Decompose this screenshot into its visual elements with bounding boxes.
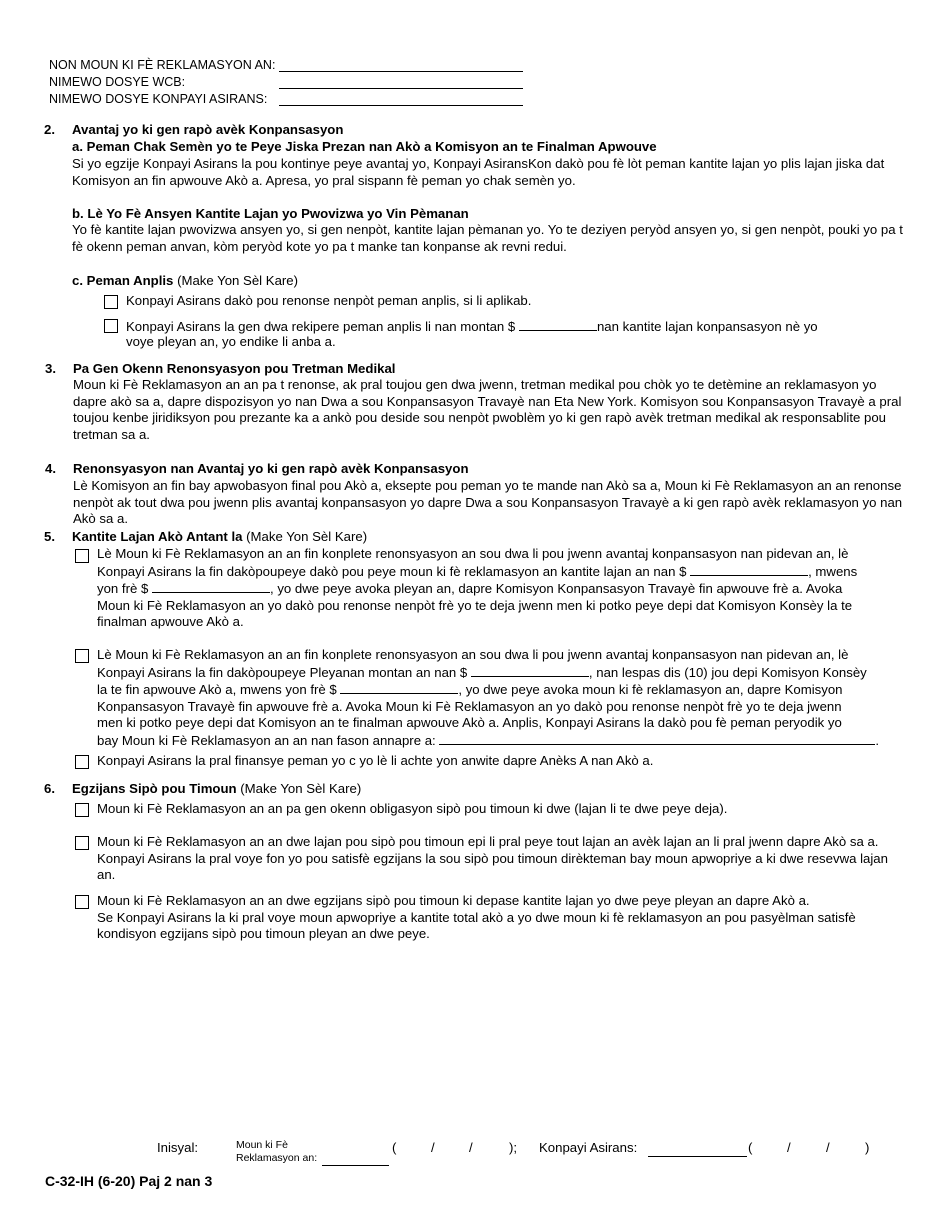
section-3-title: Pa Gen Okenn Renonsyasyon pou Tretman Medikal: [73, 361, 396, 376]
section-3-text: Moun ki Fè Reklamasyon an an pa t renonse, ak pral toujou gen dwa jwenn, tretman medikal pou chòk yo te detèmine an reklamasyon yo dapre akò sa a, dapre dispozisyon yo nan Dwa a sou Konpansasyon Travayè nan Eta New York. Komisyon sou Konpansasyon Travayè a pral toujou kenbe jiridiksyon pou prezante ka a ankò pou deside sou nenpòt pwoblèm yo ki gen rapò avèk tretman medikal ak responsablite pou tretman sa a.: [73, 377, 902, 442]
settlement-opt2-fee-field[interactable]: [340, 681, 458, 694]
initials-claimant-label-l2: Reklamasyon an:: [236, 1152, 318, 1164]
settlement-opt1-fee-field[interactable]: [152, 580, 270, 593]
section-5-number: 5.: [44, 529, 55, 544]
settlement-option-1-checkbox[interactable]: [75, 549, 89, 563]
child-support-none-text: Moun ki Fè Reklamasyon an an pa gen okenn obligasyon sipò pou timoun ki dwe (lajan li te dwe peye deja).: [97, 801, 728, 816]
section-4-text: Lè Komisyon an fin bay apwobasyon final pou Akò a, eksepte pou peman yo te mande nan Akò sa a, Moun ki Fè Reklamasyon an an renonse nenpòt ak tout dwa pou jwenn plis avantaj konpansasyon yo dapre Dwa a sou Konpansasyon Travayè a ki gen rapò avèk reklamasyon yo nan Akò sa a.: [73, 478, 903, 527]
overpayment-recover-line-1: [126, 318, 938, 336]
overpayment-recover-text-b: nan kantite lajan konpansasyon nè yo: [596, 319, 818, 334]
section-2b-text: Yo fè kantite lajan pwovizwa ansyen yo, si gen nenpòt, kantite lajan pèmanan yo. Yo te deziyen peryòd ansyen yo, si gen nenpòt, pouki yo pa t fè okenn peman anvan, kòm peryòd kote yo pa t manke tan konpanse ak revni redui.: [72, 222, 903, 254]
initials-label: Inisyal:: [157, 1140, 199, 1155]
section-6-hint: (Make Yon Sèl Kare): [240, 781, 362, 796]
section-2c-heading: [72, 273, 912, 290]
section-2a-title: a. Peman Chak Semèn yo te Peye Jiska Prezan nan Akò a Komisyon an te Finalman Apwouve: [72, 139, 657, 154]
settlement-option-3-checkbox[interactable]: [75, 755, 89, 769]
section-4-title: Renonsyasyon nan Avantaj yo ki gen rapò avèk Konpansasyon: [73, 461, 469, 476]
child-support-exceeds-checkbox[interactable]: [75, 895, 89, 909]
settlement-opt1-amount-field[interactable]: [690, 563, 808, 576]
child-support-exceeds-line-2: Se Konpayi Asirans la ki pral voye moun apwopriye a kantite total akò a yo dwe moun ki fè reklamasyon an pou pasyèlman satisfè kondisyon egzijans sipò pou timoun pleyan an dwe peye.: [97, 909, 856, 942]
child-support-exceeds-text: [97, 893, 909, 943]
section-2a-text: Si yo egzije Konpayi Asirans la pou kontinye peye avantaj yo, Konpayi AsiransKon dakò pou fè lòt peman kantite lajan yo plis lajan jiska dat Komisyon an fin apwouve Akò a. Apresa, yo pral sispann fè peman yo chak semèn yo.: [72, 156, 885, 188]
claimant-initials-field[interactable]: [322, 1165, 389, 1166]
form-id: C-32-IH (6-20) Paj 2 nan 3: [45, 1173, 213, 1189]
section-2-title: Avantaj yo ki gen rapò avèk Konpansasyon: [72, 122, 344, 137]
carrier-number-field[interactable]: [279, 105, 523, 106]
section-2b-title: b. Lè Yo Fè Ansyen Kantite Lajan yo Pwovizwa yo Vin Pèmanan: [72, 206, 469, 221]
wcb-number-label: NIMEWO DOSYE WCB:: [49, 75, 186, 89]
initials-claimant-label-l1: Moun ki Fè: [236, 1139, 288, 1151]
settlement-option-1-text: [97, 546, 909, 631]
carrier-initials-field[interactable]: [648, 1156, 747, 1157]
settlement-opt1-line-2-text: Konpayi Asirans la fin dakòpoupeye dakò pou peye moun ki fè reklamasyon an kantite lajan an nan $: [97, 563, 687, 579]
settlement-opt1-line-3-text: yon frè $: [97, 581, 149, 597]
settlement-opt2-line-1: Lè Moun ki Fè Reklamasyon an an fin konplete renonsyasyon an sou dwa li pou jwenn avantaj konpansasyon nan pidevan an, lè: [97, 647, 849, 662]
settlement-opt2-line-2-text: Konpayi Asirans la fin dakòpoupeye Pleyanan montan an nan $: [97, 664, 468, 680]
carrier-date-slash-2: /: [826, 1140, 830, 1155]
settlement-opt1-line-2-tail: , mwens: [808, 563, 858, 579]
section-2c-hint: (Make Yon Sèl Kare): [177, 273, 299, 288]
settlement-option-2-text: [97, 647, 909, 750]
section-5-title: Kantite Lajan Akò Antant la: [72, 529, 243, 544]
child-support-none-checkbox[interactable]: [75, 803, 89, 817]
section-2-number: 2.: [44, 122, 55, 137]
section-6-number: 6.: [44, 781, 55, 796]
initials-claimant-label: [236, 1139, 317, 1165]
wcb-number-row: [49, 74, 529, 91]
settlement-opt1-line-5: finalman apwouve Akò a.: [97, 614, 244, 630]
claimant-name-label: NON MOUN KI FÈ REKLAMASYON AN:: [49, 58, 276, 72]
settlement-opt2-line-6-text: bay Moun ki Fè Reklamasyon an an nan fason annapre a:: [97, 732, 436, 748]
carrier-date-open-paren: (: [748, 1140, 753, 1155]
settlement-opt2-line-6-tail: .: [875, 732, 880, 748]
overpayment-recover-text-a: Konpayi Asirans la gen dwa rekipere peman anplis li nan montan $: [126, 319, 516, 334]
claimant-name-row: [49, 57, 529, 74]
periodic-payment-manner-field[interactable]: [439, 732, 875, 745]
settlement-option-3-text: Konpayi Asirans la pral finansye peman yo c yo lè li achte yon anwite dapre Anèks A nan Akò a.: [97, 753, 654, 768]
settlement-opt1-line-4: Moun ki Fè Reklamasyon an yo dakò pou renonse nenpòt frè yo te deja jwenn men ki potko peye depi dat Komisyon Konsèy la te: [97, 597, 853, 613]
settlement-opt1-line-2: [97, 563, 909, 581]
initials-carrier-label: Konpayi Asirans:: [539, 1140, 638, 1155]
overpayment-waive-checkbox[interactable]: [104, 295, 118, 309]
section-6-title: Egzijans Sipò pou Timoun: [72, 781, 237, 796]
settlement-opt2-line-4: Konpansasyon Travayè fin apwouve frè a. Avoka Moun ki Fè Reklamasyon an yo dakò pou renonse nenpòt frè yo te deja jwenn: [97, 698, 842, 714]
child-support-exceeds-line-1: Moun ki Fè Reklamasyon an an dwe egzijans sipò pou timoun ki depase kantite lajan yo dwe peye pleyan an dapre Akò a.: [97, 893, 810, 908]
settlement-opt2-line-3: [97, 681, 909, 699]
claimant-name-field[interactable]: [279, 71, 523, 72]
settlement-opt2-amount-field[interactable]: [471, 664, 589, 677]
settlement-opt1-line-3-tail: , yo dwe peye avoka pleyan an, dapre Komisyon Konpansasyon Travayè fin apwouve frè a. Avoka: [270, 581, 843, 597]
overpayment-waive-label: Konpayi Asirans dakò pou renonse nenpòt peman anplis, si li aplikab.: [126, 293, 532, 308]
claimant-date-close: );: [509, 1140, 518, 1155]
section-6-heading: [72, 781, 912, 798]
carrier-date-slash-1: /: [787, 1140, 791, 1155]
overpayment-recover-checkbox[interactable]: [104, 319, 118, 333]
settlement-opt2-line-2: [97, 664, 909, 682]
child-support-pay-checkbox[interactable]: [75, 836, 89, 850]
section-5-heading: [72, 529, 912, 546]
settlement-option-2-checkbox[interactable]: [75, 649, 89, 663]
section-4-number: 4.: [45, 461, 56, 476]
settlement-opt2-line-5: men ki potko peye depi dat Komisyon an te finalman apwouve Akò a. Anplis, Konpayi Asirans la dakò pou fè peman peryodik yo: [97, 715, 842, 731]
carrier-date-close-paren: ): [865, 1140, 870, 1155]
carrier-number-label: NIMEWO DOSYE KONPAYI ASIRANS:: [49, 92, 268, 106]
child-support-pay-text: Moun ki Fè Reklamasyon an an dwe lajan pou sipò pou timoun epi li pral peye tout lajan an avèk lajan an li pral jwenn dapre Akò sa a. Konpayi Asirans la pral voye fon yo pou satisfè egzijans la sou sipò pou timoun dirèkteman bay moun apwopriye a ki dwe resevwa lajan an.: [97, 834, 888, 883]
section-3-number: 3.: [45, 361, 56, 376]
settlement-opt2-line-6: [97, 732, 909, 750]
section-2c-title: c. Peman Anplis: [72, 273, 174, 288]
settlement-opt1-line-3: [97, 580, 909, 598]
settlement-opt2-line-3-tail: , yo dwe peye avoka moun ki fè reklamasyon an, dapre Komisyon: [458, 682, 843, 698]
section-5-hint: (Make Yon Sèl Kare): [246, 529, 368, 544]
claimant-date-open-paren: (: [392, 1140, 397, 1155]
claimant-date-slash-2: /: [469, 1140, 473, 1155]
wcb-number-field[interactable]: [279, 88, 523, 89]
settlement-opt1-line-1: Lè Moun ki Fè Reklamasyon an an fin konplete renonsyasyon an sou dwa li pou jwenn avantaj konpansasyon nan pidevan an, lè: [97, 546, 849, 561]
settlement-opt2-line-3-text: la te fin apwouve Akò a, mwens yon frè $: [97, 682, 337, 698]
carrier-number-row: [49, 91, 529, 108]
settlement-opt2-line-2-tail: , nan lespas dis (10) jou depi Komisyon Konsèy: [588, 664, 867, 680]
claimant-date-slash-1: /: [431, 1140, 435, 1155]
overpayment-recover-line-2: voye pleyan an, yo endike li anba a.: [126, 334, 336, 349]
overpayment-amount-field[interactable]: [519, 318, 597, 331]
